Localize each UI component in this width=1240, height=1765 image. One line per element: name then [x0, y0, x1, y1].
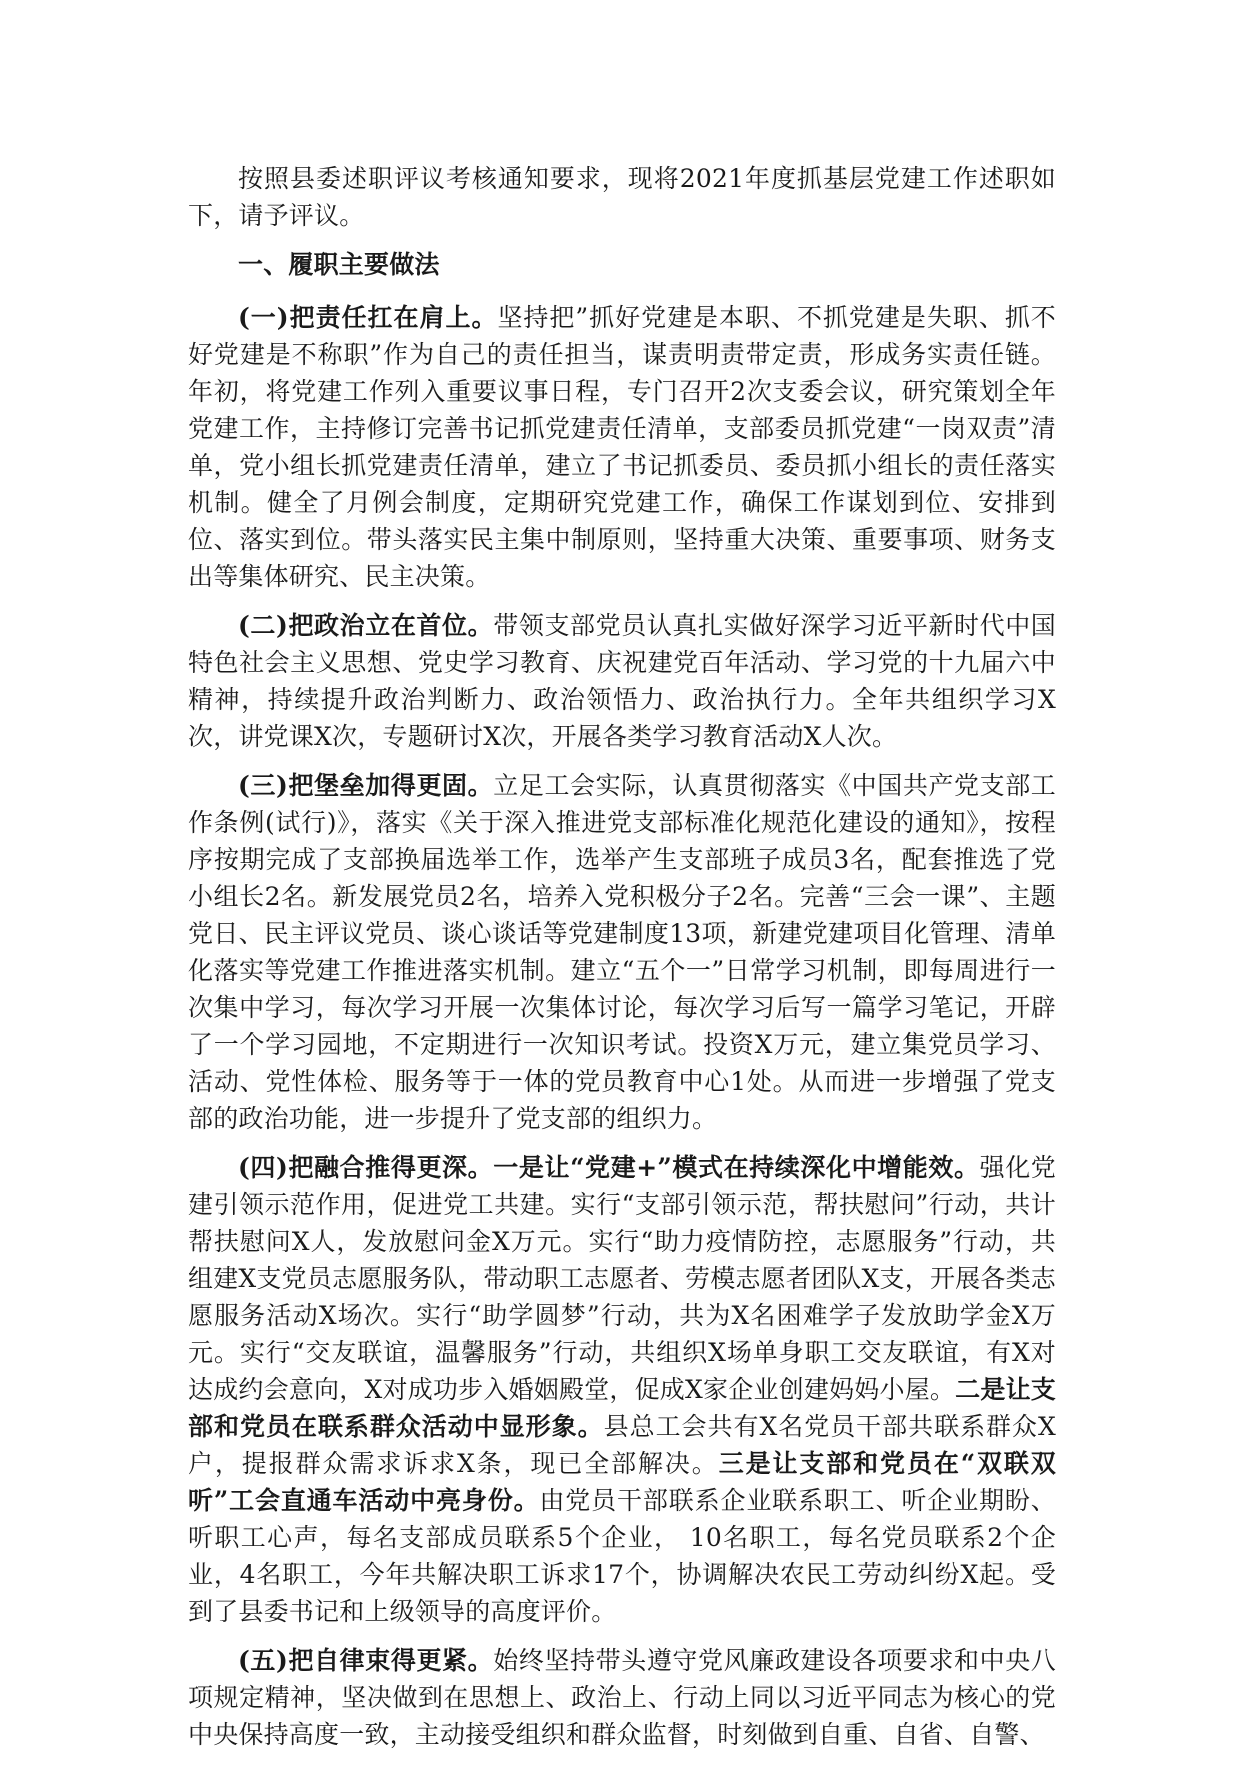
paragraph-self-discipline [188, 1642, 1056, 1753]
intro-paragraph: 按照县委述职评议考核通知要求，现将2021年度抓基层党建工作述职如下，请予评议。 [188, 164, 1056, 230]
emphasis-point-1: 一是让“党建+”模式在持续深化中增能效。 [493, 1153, 980, 1182]
paragraph-integration [188, 1149, 1056, 1630]
paragraph-bastion [188, 767, 1056, 1137]
emphasis-point-2: 二是让支部和党员在联系群众活动中显形象。 [188, 1375, 1056, 1441]
paragraph-body: 由党员干部联系企业联系职工、听企业期盼、听职工心声，每名支部成员联系5个企业， 10名职工，每名党员联系2个企业，4名职工，今年共解决职工诉求17个，协调解决农民工劳动纠纷X起。受到了县委书记和上级领导的高度评价。 [188, 1486, 1056, 1626]
paragraph-politics [188, 607, 1056, 755]
paragraph-body: 始终坚持带头遵守党风廉政建设各项要求和中央八项规定精神，坚决做到在思想上、政治上、行动上同以习近平同志为核心的党中央保持高度一致，主动接受组织和群众监督，时刻做到自重、自省、自警、 [188, 1646, 1057, 1749]
paragraph-title: (三)把堡垒加得更固。 [238, 771, 494, 800]
emphasis-point-3: 三是让支部和党员在“双联双听”工会直通车活动中亮身份。 [188, 1449, 1056, 1515]
paragraph-body: 坚持把”抓好党建是本职、不抓党建是失职、抓不好党建是不称职”作为自己的责任担当，谋责明责带定责，形成务实责任链。年初，将党建工作列入重要议事日程，专门召开2次支委会议，研究策划全年党建工作，主持修订完善书记抓党建责任清单，支部委员抓党建“一岗双责”清单，党小组长抓党建责任清单，建立了书记抓委员、委员抓小组长的责任落实机制。健全了月例会制度，定期研究党建工作，确保工作谋划到位、安排到位、落实到位。带头落实民主集中制原则，坚持重大决策、重要事项、财务支出等集体研究、民主决策。 [188, 303, 1056, 591]
paragraph-body: 带领支部党员认真扎实做好深学习近平新时代中国特色社会主义思想、党史学习教育、庆祝建党百年活动、学习党的十九届六中精神，持续提升政治判断力、政治领悟力、政治执行力。全年共组织学习X次，讲党课X次，专题研讨X次，开展各类学习教育活动X人次。 [188, 611, 1057, 751]
document-body [188, 160, 1056, 1765]
section-heading: 一、履职主要做法 [238, 250, 440, 279]
paragraph-responsibility [188, 299, 1056, 595]
paragraph-title: (四)把融合推得更深。 [238, 1153, 494, 1182]
paragraph-title: (五)把自律束得更紧。 [238, 1646, 494, 1675]
paragraph-title: (一)把责任扛在肩上。 [238, 303, 498, 332]
paragraph-body: 立足工会实际，认真贯彻落实《中国共产党支部工作条例(试行)》，落实《关于深入推进党支部标准化规范化建设的通知》，按程序按期完成了支部换届选举工作，选举产生支部班子成员3名，配套推选了党小组长2名。新发展党员2名，培养入党积极分子2名。完善“三会一课”、主题党日、民主评议党员、谈心谈话等党建制度13项，新建党建项目化管理、清单化落实等党建工作推进落实机制。建立“五个一”日常学习机制，即每周进行一次集中学习，每次学习开展一次集体讨论，每次学习后写一篇学习笔记，开辟了一个学习园地，不定期进行一次知识考试。投资X万元，建立集党员学习、活动、党性体检、服务等于一体的党员教育中心1处。从而进一步增强了党支部的政治功能，进一步提升了党支部的组织力。 [188, 771, 1057, 1133]
paragraph-body: 强化党建引领示范作用，促进党工共建。实行“支部引领示范，帮扶慰问”行动，共计帮扶慰问X人，发放慰问金X万元。实行“助力疫情防控，志愿服务”行动，共组建X支党员志愿服务队，带动职工志愿者、劳模志愿者团队X支，开展各类志愿服务活动X场次。实行“助学圆梦”行动，共为X名困难学子发放助学金X万元。实行“交友联谊，温馨服务”行动，共组织X场单身职工交友联谊，有X对达成约会意向，X对成功步入婚姻殿堂，促成X家企业创建妈妈小屋。 [188, 1153, 1056, 1404]
paragraph-body: 县总工会共有X名党员干部共联系群众X户，提报群众需求诉求X条，现已全部解决。 [188, 1412, 1057, 1478]
paragraph-title: (二)把政治立在首位。 [238, 611, 494, 640]
